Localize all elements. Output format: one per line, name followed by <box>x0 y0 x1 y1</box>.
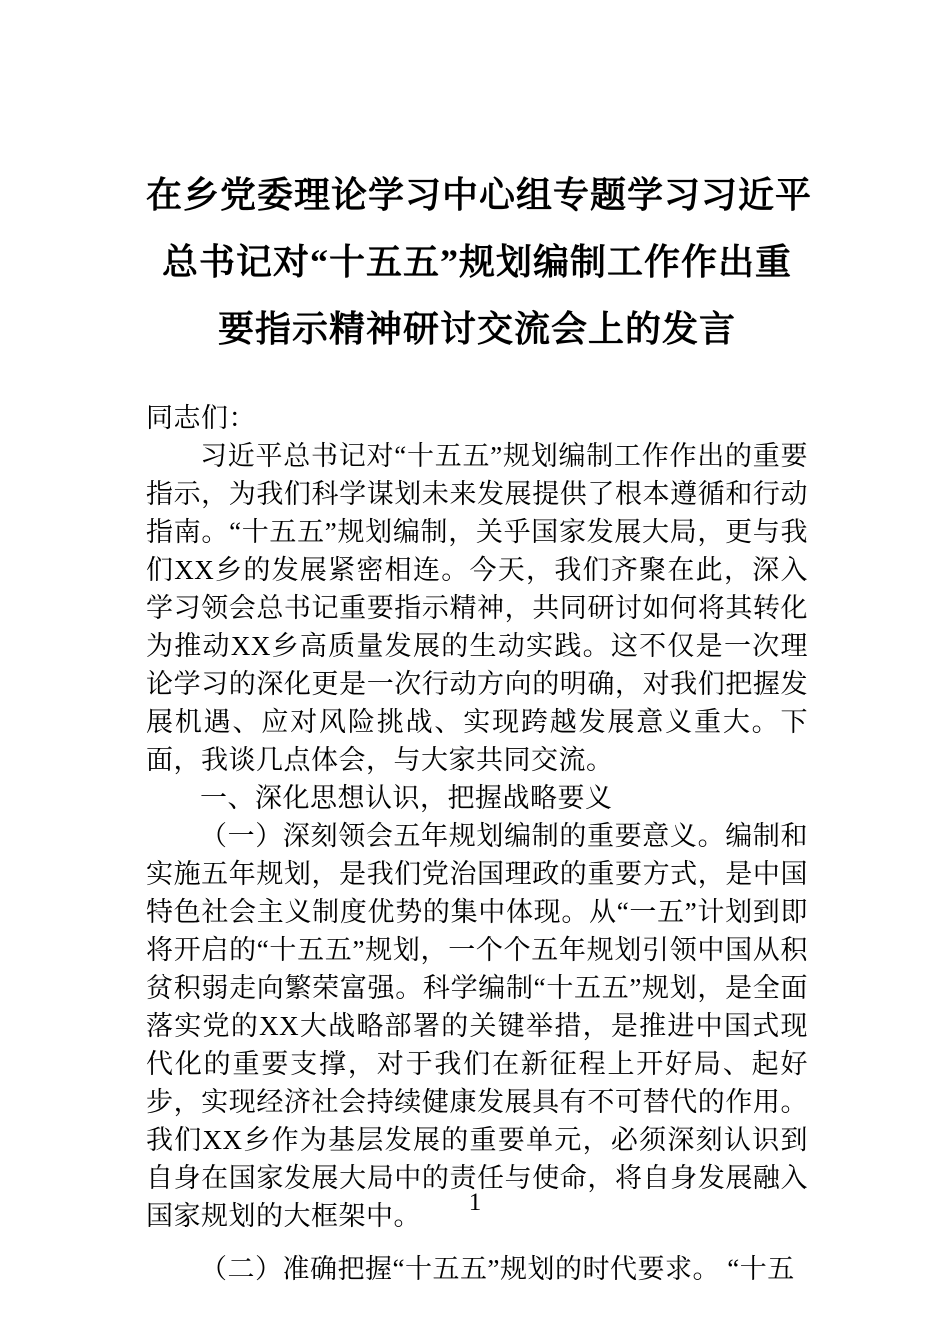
paragraph-intro: 习近平总书记对“十五五”规划编制工作作出的重要指示，为我们科学谋划未来发展提供了根本遵循和行动指南。“十五五”规划编制，关乎国家发展大局，更与我们XX乡的发展紧密相连。今天，我们齐聚在此，深入学习领会总书记重要指示精神，共同研讨如何将其转化为推动XX乡高质量发展的生动实践。这不仅是一次理论学习的深化更是一次行动方向的明确，对我们把握发展机遇、应对风险挑战、实现跨越发展意义重大。下面，我谈几点体会，与大家共同交流。 <box>146 441 808 775</box>
document-body <box>146 399 808 1288</box>
title-line-2: 总书记对“十五五”规划编制工作作出重 <box>161 242 792 282</box>
document-title <box>146 162 813 363</box>
paragraph-point-1: （一）深刻领会五年规划编制的重要意义。编制和实施五年规划，是我们党治国理政的重要方式，是中国特色社会主义制度优势的集中体现。从“一五”计划到即将开启的“十五五”规划，一个个五年规划引领中国从积贫积弱走向繁荣富强。科学编制“十五五”规划，是全面落实党的XX大战略部署的关键举措，是推进中国式现代化的重要支撑，对于我们在新征程上开好局、起好步，实现经济社会持续健康发展具有不可替代的作用。我们XX乡作为基层发展的重要单元，必须深刻认识到自身在国家发展大局中的责任与使命，将自身发展融入国家规划的大框架中。 <box>146 821 808 1231</box>
title-line-3: 要指示精神研讨交流会上的发言 <box>217 309 736 349</box>
title-line-1: 在乡党委理论学习中心组专题学习习近平 <box>146 175 813 215</box>
salutation: 同志们： <box>146 403 256 433</box>
paragraph-point-2: （二）准确把握“十五五”规划的时代要求。 “十五 <box>200 1254 795 1284</box>
section-heading-1: 一、深化思想认识，把握战略要义 <box>200 783 613 813</box>
page-number: 1 <box>468 1189 482 1216</box>
